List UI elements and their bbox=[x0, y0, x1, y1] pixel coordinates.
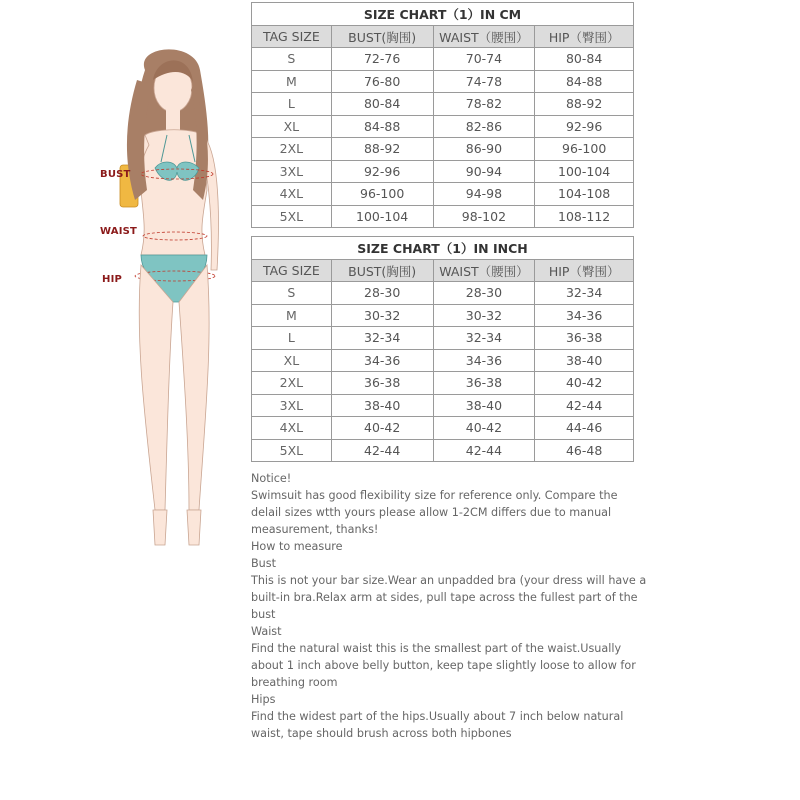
measurement-cell: 90-94 bbox=[433, 160, 535, 183]
measurement-cell: 38-40 bbox=[331, 394, 433, 417]
chart-title: SIZE CHART（1）IN INCH bbox=[252, 237, 634, 260]
bust-instructions: This is not your bar size.Wear an unpadded bra (your dress will have a built-in bra.Relax arm at sides, pull tape across the fullest part of the bust bbox=[251, 574, 647, 621]
cm-rows bbox=[252, 48, 634, 228]
measurement-cell: 36-38 bbox=[535, 327, 634, 350]
bust-label: BUST bbox=[100, 169, 131, 180]
size-cell: M bbox=[252, 70, 332, 93]
hips-instructions: Find the widest part of the hips.Usually about 7 inch below natural waist, tape should brush across both hipbones bbox=[251, 710, 624, 740]
measurement-cell: 30-32 bbox=[331, 304, 433, 327]
measurement-cell: 40-42 bbox=[433, 417, 535, 440]
measurement-cell: 46-48 bbox=[535, 439, 634, 462]
measurement-cell: 88-92 bbox=[535, 93, 634, 116]
hips-heading: Hips bbox=[251, 693, 276, 706]
table-row bbox=[252, 138, 634, 161]
size-cell: 3XL bbox=[252, 394, 332, 417]
measurement-cell: 72-76 bbox=[331, 48, 433, 71]
column-header: BUST(胸围) bbox=[331, 260, 433, 282]
bust-heading: Bust bbox=[251, 557, 276, 570]
size-cell: 4XL bbox=[252, 417, 332, 440]
hip-label: HIP bbox=[102, 274, 123, 285]
measurement-cell: 84-88 bbox=[331, 115, 433, 138]
measurement-cell: 32-34 bbox=[535, 282, 634, 305]
measurement-cell: 38-40 bbox=[535, 349, 634, 372]
measurement-cell: 34-36 bbox=[535, 304, 634, 327]
size-cell: M bbox=[252, 304, 332, 327]
size-cell: S bbox=[252, 282, 332, 305]
measurement-cell: 44-46 bbox=[535, 417, 634, 440]
model-illustration bbox=[95, 40, 245, 560]
measurement-cell: 28-30 bbox=[433, 282, 535, 305]
table-row bbox=[252, 417, 634, 440]
size-cell: S bbox=[252, 48, 332, 71]
size-cell: XL bbox=[252, 349, 332, 372]
table-row bbox=[252, 93, 634, 116]
measurement-cell: 36-38 bbox=[433, 372, 535, 395]
waist-instructions: Find the natural waist this is the smallest part of the waist.Usually about 1 inch above belly button, keep tape slightly loose to allow for breathing room bbox=[251, 642, 636, 689]
measurement-cell: 108-112 bbox=[535, 205, 634, 228]
table-row bbox=[252, 349, 634, 372]
size-cell: 4XL bbox=[252, 183, 332, 206]
table-row bbox=[252, 304, 634, 327]
table-row bbox=[252, 183, 634, 206]
measurement-cell: 86-90 bbox=[433, 138, 535, 161]
measurement-cell: 32-34 bbox=[433, 327, 535, 350]
measurement-cell: 76-80 bbox=[331, 70, 433, 93]
measurement-cell: 74-78 bbox=[433, 70, 535, 93]
measurement-cell: 36-38 bbox=[331, 372, 433, 395]
measurement-cell: 34-36 bbox=[331, 349, 433, 372]
measurement-cell: 42-44 bbox=[433, 439, 535, 462]
measurement-cell: 34-36 bbox=[433, 349, 535, 372]
table-row bbox=[252, 439, 634, 462]
table-row bbox=[252, 48, 634, 71]
measurement-cell: 42-44 bbox=[535, 394, 634, 417]
measurement-cell: 104-108 bbox=[535, 183, 634, 206]
measurement-cell: 92-96 bbox=[331, 160, 433, 183]
measurement-cell: 92-96 bbox=[535, 115, 634, 138]
measurement-cell: 70-74 bbox=[433, 48, 535, 71]
table-row bbox=[252, 282, 634, 305]
column-header: WAIST（腰围） bbox=[433, 260, 535, 282]
notice-text: Swimsuit has good flexibility size for reference only. Compare the delail sizes wtth yours please allow 1-2CM differs due to manual measurement, thanks! bbox=[251, 489, 618, 536]
measurement-cell: 100-104 bbox=[535, 160, 634, 183]
measurement-cell: 88-92 bbox=[331, 138, 433, 161]
column-header: TAG SIZE bbox=[252, 26, 332, 48]
size-chart-cm bbox=[251, 2, 634, 228]
measurement-cell: 80-84 bbox=[331, 93, 433, 116]
measurement-notes bbox=[251, 470, 651, 742]
measurement-cell: 42-44 bbox=[331, 439, 433, 462]
measurement-cell: 32-34 bbox=[331, 327, 433, 350]
measurement-cell: 78-82 bbox=[433, 93, 535, 116]
notice-heading: Notice! bbox=[251, 472, 292, 485]
table-row bbox=[252, 394, 634, 417]
measurement-cell: 84-88 bbox=[535, 70, 634, 93]
size-cell: XL bbox=[252, 115, 332, 138]
size-cell: 2XL bbox=[252, 372, 332, 395]
table-row bbox=[252, 205, 634, 228]
how-to-measure-heading: How to measure bbox=[251, 540, 343, 553]
table-row bbox=[252, 70, 634, 93]
waist-heading: Waist bbox=[251, 625, 282, 638]
size-cell: 5XL bbox=[252, 205, 332, 228]
chart-title: SIZE CHART（1）IN CM bbox=[252, 3, 634, 26]
column-header: HIP（臀围） bbox=[535, 26, 634, 48]
column-header: TAG SIZE bbox=[252, 260, 332, 282]
waist-label: WAIST bbox=[100, 226, 138, 237]
column-header: BUST(胸围) bbox=[331, 26, 433, 48]
size-chart-inch bbox=[251, 236, 634, 462]
measurement-cell: 30-32 bbox=[433, 304, 535, 327]
inch-rows bbox=[252, 282, 634, 462]
measurement-cell: 28-30 bbox=[331, 282, 433, 305]
measurement-cell: 98-102 bbox=[433, 205, 535, 228]
measurement-cell: 100-104 bbox=[331, 205, 433, 228]
table-row bbox=[252, 327, 634, 350]
size-cell: 3XL bbox=[252, 160, 332, 183]
table-row bbox=[252, 115, 634, 138]
measurement-cell: 94-98 bbox=[433, 183, 535, 206]
measurement-cell: 80-84 bbox=[535, 48, 634, 71]
size-cell: 2XL bbox=[252, 138, 332, 161]
size-cell: 5XL bbox=[252, 439, 332, 462]
table-row bbox=[252, 372, 634, 395]
size-cell: L bbox=[252, 93, 332, 116]
measurement-cell: 40-42 bbox=[331, 417, 433, 440]
measurement-cell: 38-40 bbox=[433, 394, 535, 417]
size-cell: L bbox=[252, 327, 332, 350]
measurement-cell: 82-86 bbox=[433, 115, 535, 138]
measurement-cell: 96-100 bbox=[535, 138, 634, 161]
measurement-cell: 40-42 bbox=[535, 372, 634, 395]
table-row bbox=[252, 160, 634, 183]
measurement-cell: 96-100 bbox=[331, 183, 433, 206]
column-header: HIP（臀围） bbox=[535, 260, 634, 282]
column-header: WAIST（腰围） bbox=[433, 26, 535, 48]
